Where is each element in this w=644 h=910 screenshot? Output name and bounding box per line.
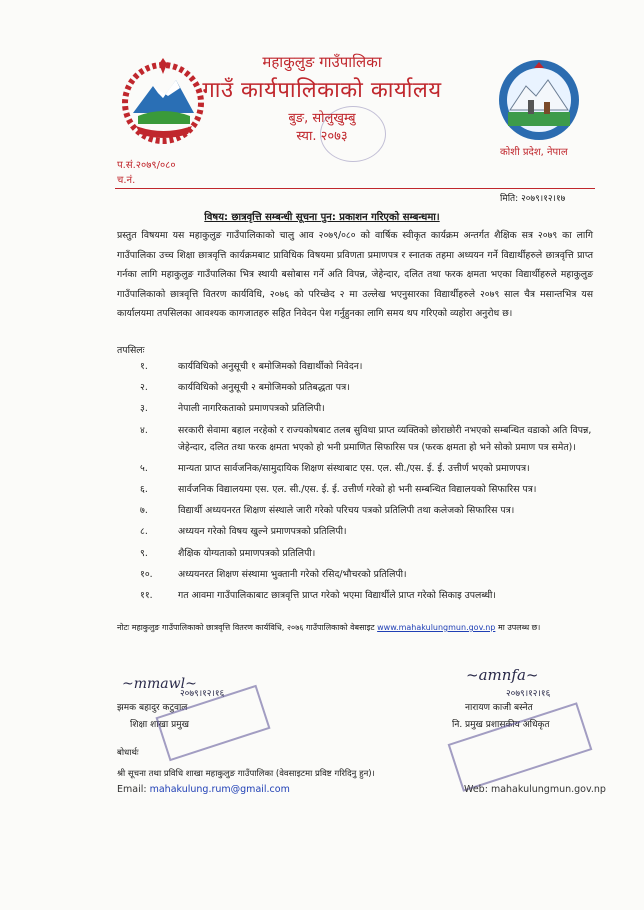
signature-right-date: २०७९।१२।१६ <box>506 689 551 699</box>
list-item: ८. अध्ययन गरेको विषय खुल्ने प्रमाणपत्रको प्रतिलिपी। <box>140 526 347 538</box>
list-item: ७. विद्यार्थी अध्ययनरत शिक्षण संस्थाले जारी गरेको परिचय पत्रको प्रतिलिपी तथा कलेजको सिफारिस पत्र। <box>140 505 515 517</box>
list-item: २. कार्यविधिको अनुसूची २ बमोजिमको प्रतिबद्धता पत्र। <box>140 382 350 394</box>
list-item: ४. सरकारी सेवामा बहाल नरहेको र राज्यकोषबाट तलब सुविधा प्राप्त व्यक्तिको छोराछोरी नभएको सम्बन्धित वडाको अति विपन्न, जेहेन्दार, दलित तथा फरक क्षमता भएको हो भनी प्रमाणित सिफारिस पत्र (फरक क्षमता हो भने सोको प्रमाण पत्र समेत)। <box>140 424 592 453</box>
dispatch-number: च.नं. <box>117 175 136 186</box>
note-prefix: नोटः महाकुलुङ गाउँपालिकाको छात्रवृत्ति वितरण कार्यविधि, २०७६ गाउँपालिकाको वेबसाइट <box>117 623 375 632</box>
email-label: Email: <box>117 784 147 795</box>
email-value[interactable]: mahakulung.rum@gmail.com <box>149 784 290 795</box>
bodhartha-label: बोधार्थः <box>117 748 139 758</box>
web-label: Web: <box>464 784 488 795</box>
website-link[interactable]: www.mahakulungmun.gov.np <box>377 623 496 632</box>
list-item: १. कार्यविधिको अनुसूची १ बमोजिमको विद्यार्थीको निवेदन। <box>140 361 363 372</box>
header-divider <box>115 188 595 189</box>
signature-left: ~mmawl~ <box>122 676 197 692</box>
established-year: स्या. २०७३ <box>296 129 348 144</box>
list-item: १०. अध्ययनरत शिक्षण संस्थामा भुक्तानी गरेको रसिद/भौचरको प्रतिलिपी। <box>140 568 407 580</box>
reference-number: प.सं.२०७९/०८० <box>117 160 176 171</box>
right-signatory-name: नारायण काजी बस्नेत <box>465 703 533 713</box>
municipality-name: महाकुलुङ गाउँपालिका <box>262 53 382 71</box>
footer-email <box>117 784 290 795</box>
list-item: ५. मान्यता प्राप्त सार्वजनिक/सामुदायिक शिक्षण संस्थाबाट एस. एल. सी./एस. ई. ई. उत्तीर्ण भएको प्रमाणपत्र। <box>140 462 530 474</box>
office-name: गाउँ कार्यपालिकाको कार्यालय <box>202 78 442 103</box>
requirements-list <box>118 358 594 608</box>
left-signatory-title: शिक्षा शाखा प्रमुख <box>130 720 189 730</box>
list-item: ९. शैक्षिक योग्यताको प्रमाणपत्रको प्रतिलिपी। <box>140 547 316 559</box>
tapasil-label: तपसिलः <box>117 345 145 356</box>
letter-body: प्रस्तुत विषयमा यस महाकुलुङ गाउँपालिकाको चालु आव २०७९/०८० को वार्षिक स्वीकृत कार्यक्रम अन्तर्गत शैक्षिक सत्र २०७९ का लागि गाउँपालिका उच्च शिक्षा छात्रवृत्ति कार्यक्रमबाट प्राविधिक विषयमा प्रविणता प्रमाणपत्र र स्नातक तहमा अध्ययन गर्ने विद्यार्थीहरुले छात्रवृत्ति प्राप्त गर्नका लागि महाकुलुङ गाउँपालिका भित्र स्थायी बसोबास गर्ने अति विपन्न, जेहेन्दार, दलित तथा फरक क्षमता भएका विद्यार्थीहरुले महाकुलुङ गाउँपालिकाको छात्रवृत्ति वितरण कार्यविधि, २०७६ को परिच्छेद २ मा उल्लेख भएनुसारका विद्यार्थीहरुले २०७९ साल चैत्र मसान्तभित्र यस कार्यालयमा तपसिलका आवश्यक कागजातहरु सहित निवेदन पेश गर्नुहुनका लागि समय थप गरिएको व्यहोरा अनुरोध छ। <box>117 230 593 319</box>
province-label: कोशी प्रदेश, नेपाल <box>500 147 568 158</box>
left-signatory-name: झमक बहादुर कटुवाल <box>117 703 188 713</box>
letter-date: मिति: २०७९।१२।१७ <box>500 194 566 204</box>
letter-subject: विषय: छात्रवृत्ति सम्बन्धी सूचना पुन: प्रकाशन गरिएको सम्बन्धमा। <box>204 212 440 223</box>
web-value[interactable]: mahakulungmun.gov.np <box>490 784 606 795</box>
bodhartha-text: श्री सूचना तथा प्रविधि शाखा महाकुलुङ गाउँपालिका (वेवसाइटमा प्रविष्ट गरिदिनु हुन)। <box>117 769 375 779</box>
note-suffix: मा उपलब्ध छ। <box>497 623 541 632</box>
office-location: बुङ, सोलुखुम्बु <box>288 111 356 126</box>
right-signatory-title: नि. प्रमुख प्रशासकीय अधिकृत <box>452 720 550 730</box>
list-item: ३. नेपाली नागरिकताको प्रमाणपत्रको प्रतिलिपी। <box>140 403 325 415</box>
footer-web <box>464 784 606 795</box>
signature-right: ~amnfa~ <box>466 666 539 684</box>
office-round-stamp <box>320 106 386 162</box>
signature-left-date: २०७९।१२।१६ <box>180 689 225 699</box>
list-item: ११. गत आवमा गाउँपालिकाबाट छात्रवृत्ति प्राप्त गरेको भएमा विद्यार्थीले प्राप्त गरेको सिकाइ उपलब्धी। <box>140 589 496 601</box>
website-note <box>117 622 540 633</box>
list-item: ६. सार्वजनिक विद्यालयमा एस. एल. सी./एस. ई. ई. उत्तीर्ण गरेको हो भनी सम्बन्धित विद्यालयको सिफारिस पत्र। <box>140 483 537 495</box>
cao-stamp <box>448 702 593 792</box>
